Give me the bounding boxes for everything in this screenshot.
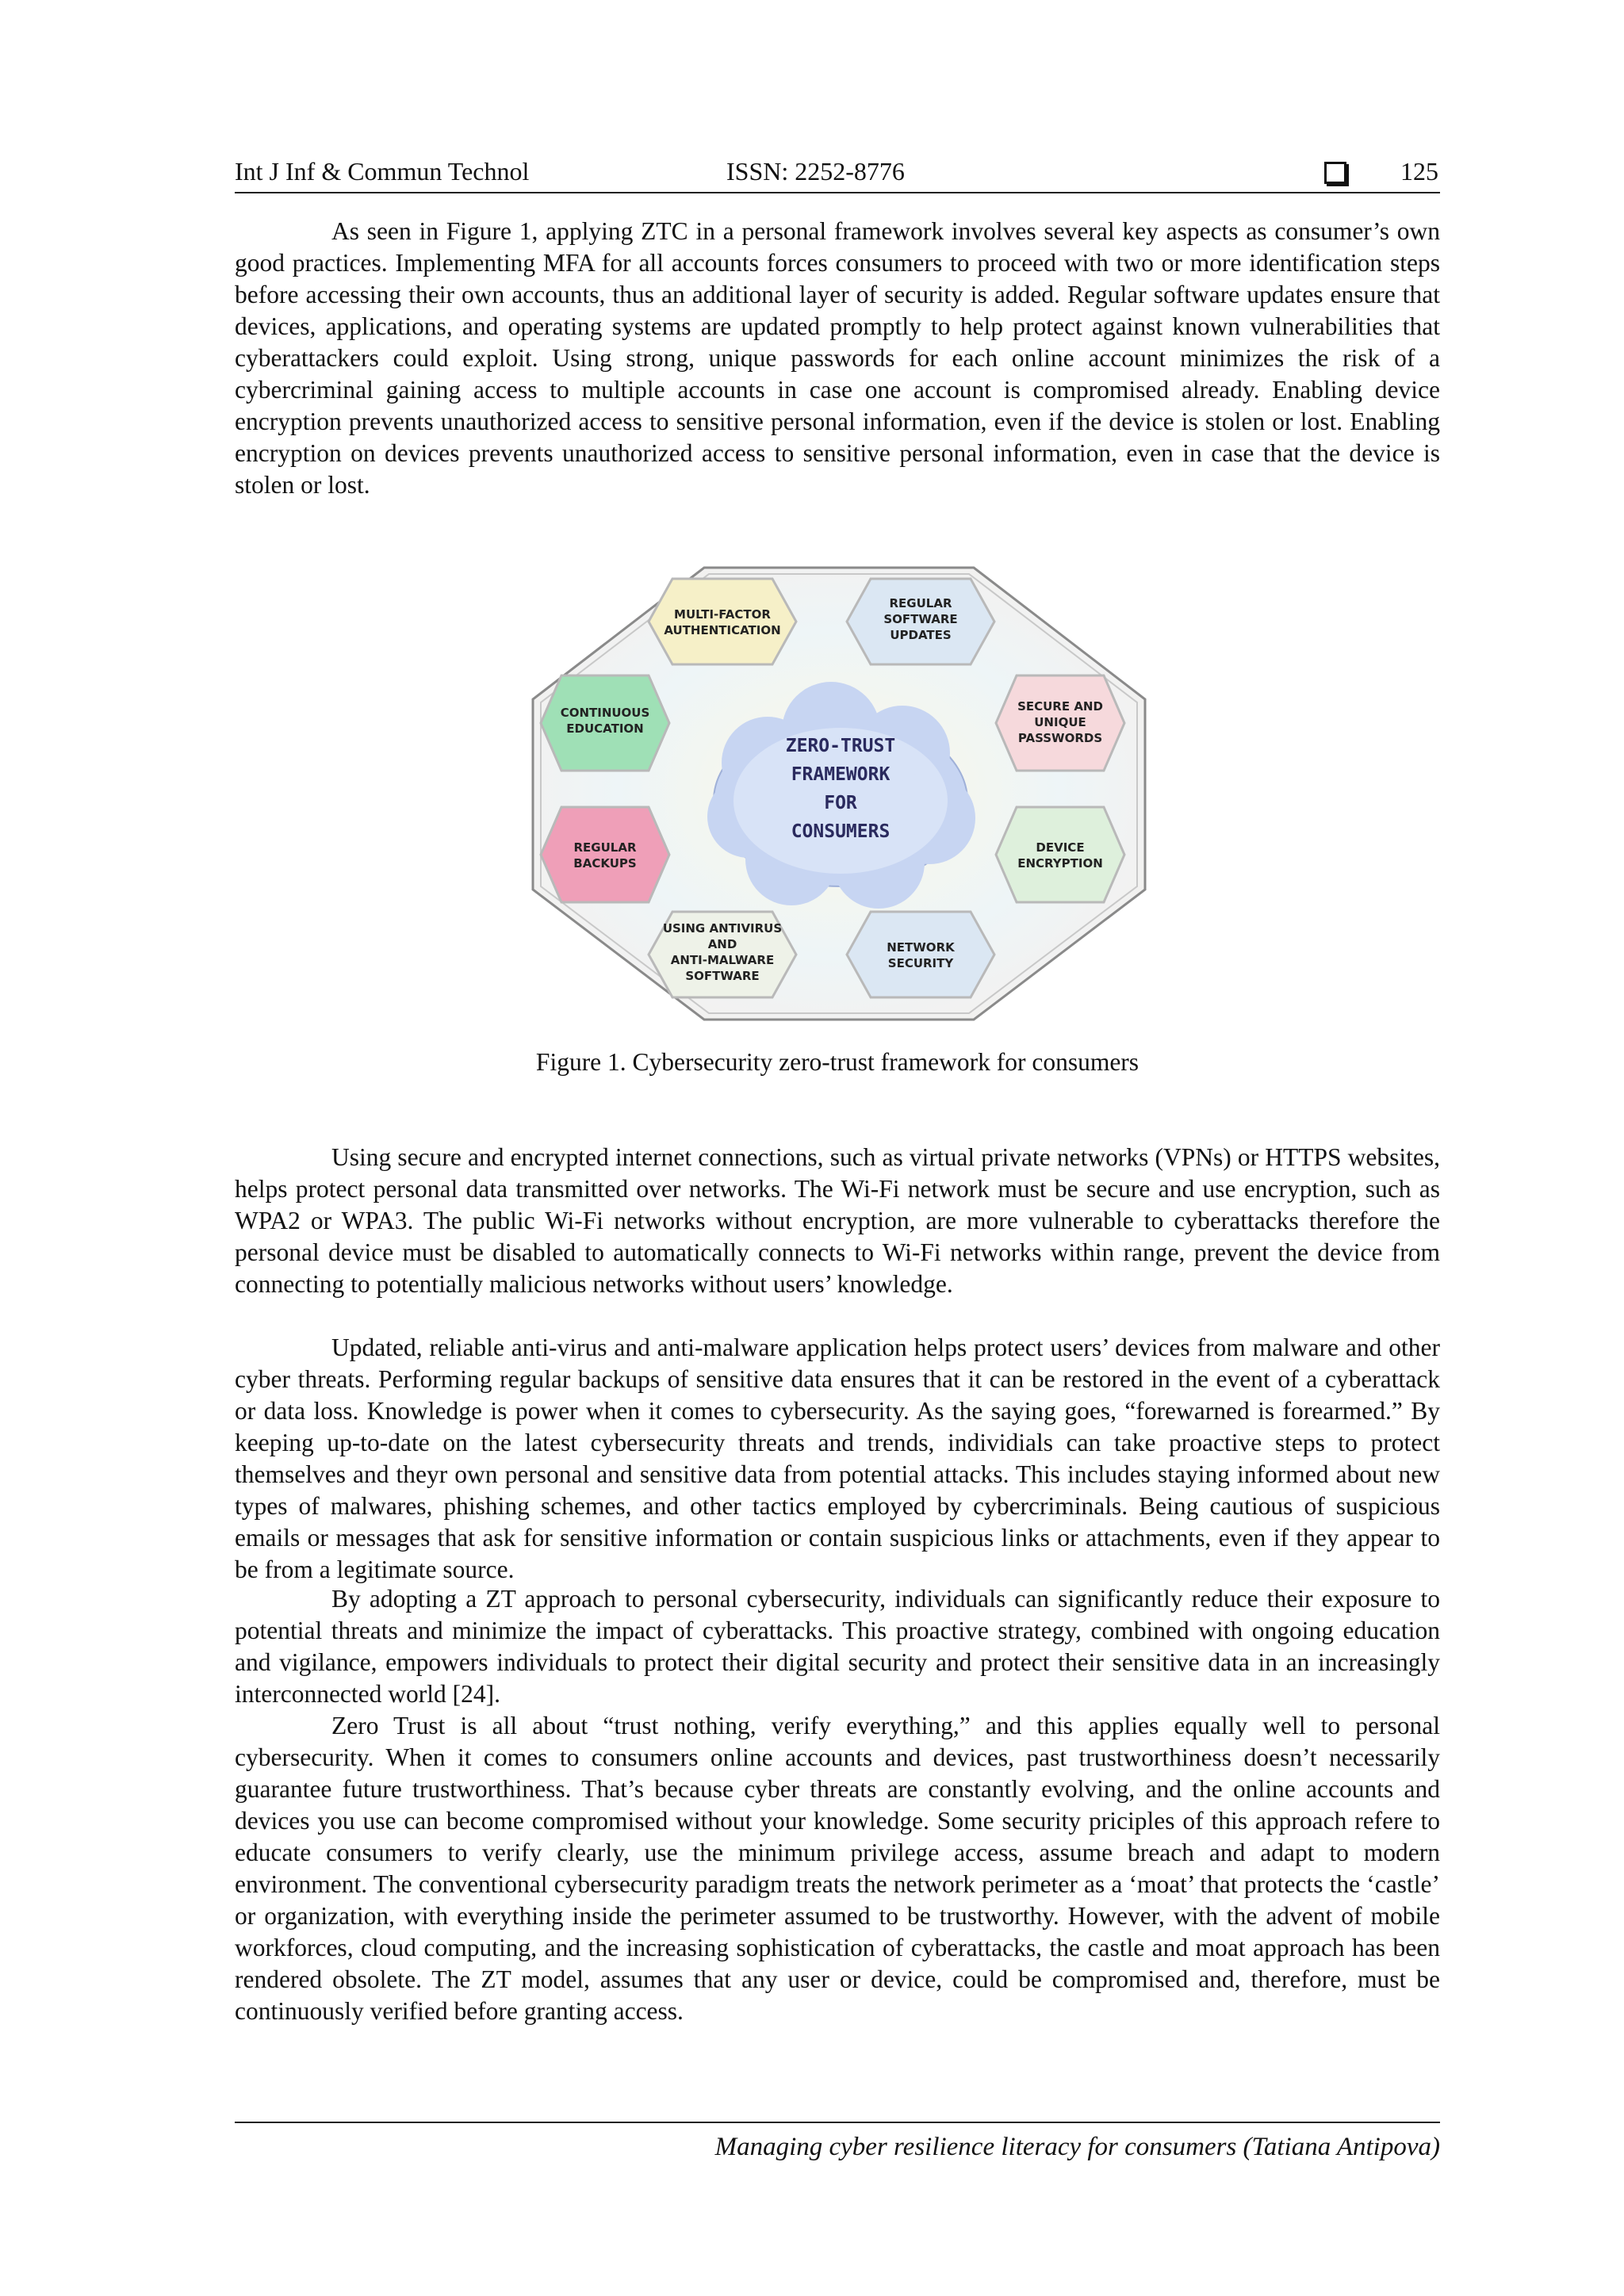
- hexagon-regular-backups: [541, 807, 669, 902]
- svg-text:UNIQUE: UNIQUE: [1034, 715, 1086, 729]
- svg-text:REGULAR: REGULAR: [889, 596, 952, 610]
- svg-text:AND: AND: [707, 937, 737, 951]
- svg-text:EDUCATION: EDUCATION: [566, 721, 644, 736]
- svg-text:REGULAR: REGULAR: [573, 840, 637, 855]
- paragraph-2: [235, 1142, 1440, 1300]
- hexagon-mfa: [649, 579, 796, 664]
- paragraph-5-text: Zero Trust is all about “trust nothing, verify everything,” and this applies equally well to personal cybersecurity. When it comes to consumers online accounts and devices, past trustworthiness doesn’t necessarily guarantee future trustworthiness. That’s because cyber threats are constantly evolving, and the online accounts and devices you use can become compromised without your knowledge. Some security priciples of this approach refere to educate consumers to verify clearly, use the minimum privilege access, assume breach and adapt to modern environment. The conventional cybersecurity paradigm treats the network perimeter as a ‘moat’ that protects the ‘castle’ or organization, with everything inside the perimeter assumed to be trustworthy. However, with the advent of mobile workforces, cloud computing, and the increasing sophistication of cyberattacks, the castle and moat approach has been rendered obsolete. The ZT model, assumes that any user or device, could be compromised and, therefore, must be continuously verified before granting access.: [235, 1712, 1440, 2025]
- checkbox-square-icon: [1324, 162, 1346, 184]
- svg-text:SECURE AND: SECURE AND: [1017, 699, 1103, 714]
- journal-name: Int J Inf & Commun Technol: [235, 157, 530, 186]
- svg-text:USING ANTIVIRUS: USING ANTIVIRUS: [662, 921, 783, 936]
- zero-trust-diagram: [530, 564, 1148, 1023]
- hexagon-continuous-education: [541, 675, 669, 771]
- paragraph-2-text: Using secure and encrypted internet connections, such as virtual private networks (VPNs) or HTTPS websites, helps protect personal data transmitted over networks. The Wi-Fi network must be secure and use encryption, such as WPA2 or WPA3. The public Wi-Fi networks without encryption, are more vulnerable to cyberattacks therefore the personal device must be disabled to automatically connects to Wi-Fi networks within range, prevent the device from connecting to potentially malicious networks without users’ knowledge.: [235, 1143, 1440, 1298]
- paragraph-5: [235, 1710, 1440, 2027]
- svg-text:AUTHENTICATION: AUTHENTICATION: [664, 623, 781, 637]
- hexagon-software-updates: [847, 579, 994, 664]
- paragraph-3: [235, 1332, 1440, 1586]
- footer-divider: [235, 2122, 1440, 2123]
- hexagon-device-encryption: [996, 807, 1124, 902]
- paragraph-4: [235, 1583, 1440, 1710]
- svg-text:SECURITY: SECURITY: [887, 956, 954, 970]
- svg-text:SOFTWARE: SOFTWARE: [685, 969, 760, 983]
- hexagon-network-security: [847, 912, 994, 997]
- paragraph-1-text: As seen in Figure 1, applying ZTC in a personal framework involves several key aspects as consumer’s own good practices. Implementing MFA for all accounts forces consumers to proceed with two or more identification steps before accessing their own accounts, thus an additional layer of security is added. Regular software updates ensure that devices, applications, and operating systems are updated promptly to help protect against known vulnerabilities that cyberattackers could exploit. Using strong, unique passwords for each online account minimizes the risk of a cybercriminal gaining access to multiple accounts in case one account is compromised already. Enabling device encryption prevents unauthorized access to sensitive personal information, even if the device is stolen or lost. Enabling encryption on devices prevents unauthorized access to sensitive personal information, even in case that the device is stolen or lost.: [235, 217, 1440, 499]
- svg-text:ANTI-MALWARE: ANTI-MALWARE: [670, 953, 775, 967]
- svg-text:MULTI-FACTOR: MULTI-FACTOR: [674, 607, 771, 622]
- paragraph-1: [235, 216, 1440, 501]
- svg-text:SOFTWARE: SOFTWARE: [883, 612, 958, 626]
- issn: ISSN: 2252-8776: [726, 157, 905, 186]
- figure-1: [530, 564, 1148, 1023]
- svg-text:UPDATES: UPDATES: [890, 628, 952, 642]
- svg-text:CONTINUOUS: CONTINUOUS: [560, 706, 650, 720]
- svg-text:NETWORK: NETWORK: [887, 940, 955, 955]
- running-footer: Managing cyber resilience literacy for consumers (Tatiana Antipova): [714, 2133, 1440, 2161]
- hexagon-passwords: [996, 675, 1124, 771]
- svg-text:DEVICE: DEVICE: [1036, 840, 1085, 855]
- center-line-2: FRAMEWORK: [791, 764, 891, 785]
- svg-text:PASSWORDS: PASSWORDS: [1017, 731, 1103, 745]
- center-line-1: ZERO-TRUST: [785, 736, 896, 756]
- figure-caption: Figure 1. Cybersecurity zero-trust framework for consumers: [535, 1048, 1139, 1076]
- center-line-3: FOR: [824, 793, 857, 813]
- paragraph-4-text: By adopting a ZT approach to personal cybersecurity, individuals can significantly reduce their exposure to potential threats and minimize the impact of cyberattacks. This proactive strategy, combined with ongoing education and vigilance, empowers individuals to protect their digital security and protect their sensitive data in an increasingly interconnected world [24].: [235, 1585, 1440, 1708]
- svg-text:BACKUPS: BACKUPS: [573, 856, 637, 871]
- page-number: 125: [1400, 157, 1438, 186]
- hexagon-antivirus: [649, 912, 796, 997]
- center-line-4: CONSUMERS: [791, 821, 891, 842]
- paragraph-3-text: Updated, reliable anti-virus and anti-malware application helps protect users’ devices from malware and other cyber threats. Performing regular backups of sensitive data ensures that it can be restored in the event of a cyberattack or data loss. Knowledge is power when it comes to cybersecurity. As the saying goes, “forewarned is forearmed.” By keeping up-to-date on the latest cybersecurity threats and trends, individials can take proactive steps to protect themselves and theyr own personal and sensitive data from potential attacks. This includes staying informed about new types of malwares, phishing schemes, and other tactics employed by cybercriminals. Being cautious of suspicious emails or messages that ask for sensitive information or contain suspicious links or attachments, even if they appear to be from a legitimate source.: [235, 1334, 1440, 1583]
- page-header: [235, 152, 1440, 193]
- svg-text:ENCRYPTION: ENCRYPTION: [1017, 856, 1103, 871]
